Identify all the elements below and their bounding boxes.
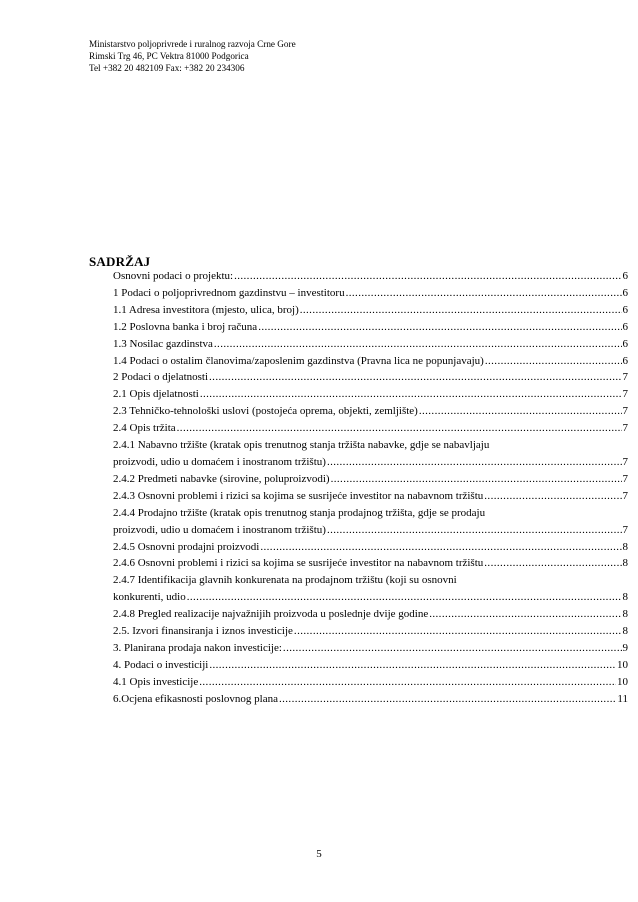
toc-entry[interactable]	[113, 572, 628, 606]
toc-entry-text: 2.4.8 Pregled realizacije najvažnijih proizvoda u poslednje dvije godine	[113, 608, 429, 621]
toc-entry-page: 8	[622, 625, 628, 638]
toc-entry-page: 7	[622, 472, 628, 485]
toc-entry-text-first-line: 2.4.4 Prodajno tržište (kratak opis trenutnog stanja prodajnog tržišta, gdje se prodaju	[113, 506, 486, 519]
toc-dot-leader	[177, 420, 622, 437]
toc-entry-text: 2.1 Opis djelatnosti	[113, 388, 199, 401]
toc-entry[interactable]	[113, 437, 628, 471]
toc-entry-text: 2.4.2 Predmeti nabavke (sirovine, poluproizvodi)	[113, 472, 330, 485]
toc-entry-page: 6	[622, 303, 628, 316]
toc-entry-page: 7	[622, 388, 628, 401]
toc-dot-leader	[209, 657, 616, 674]
toc-dot-leader	[429, 606, 621, 623]
toc-entry[interactable]	[113, 488, 628, 505]
toc-entry-page: 7	[622, 371, 628, 384]
toc-entry-text: 2.4.6 Osnovni problemi i rizici sa kojima se susrijeće investitor na nabavnom tržištu	[113, 557, 484, 570]
toc-dot-leader	[209, 369, 621, 386]
toc-entry-text: konkurenti, udio	[113, 591, 186, 604]
toc-entry-text: Osnovni podaci o projektu:	[113, 270, 234, 282]
toc-entry[interactable]	[113, 403, 628, 420]
toc-dot-leader	[485, 353, 622, 370]
toc-entry-page: 10	[617, 658, 628, 671]
toc-entry-text: 3. Planirana prodaja nakon investicije:	[113, 641, 282, 654]
toc-dot-leader	[331, 471, 622, 488]
toc-entry-page: 7	[622, 489, 628, 502]
toc-entry-page: 6	[622, 286, 628, 299]
toc-entry-text: 2 Podaci o djelatnosti	[113, 371, 209, 384]
toc-entry-page: 6	[622, 270, 628, 282]
toc-dot-leader	[200, 386, 622, 403]
toc-dot-leader	[300, 302, 622, 319]
toc-dot-leader	[187, 589, 622, 606]
toc-dot-leader	[199, 674, 616, 691]
toc-entry-text: 1.3 Nosilac gazdinstva	[113, 337, 213, 350]
toc-entry[interactable]	[113, 640, 628, 657]
toc-entry[interactable]	[113, 657, 628, 674]
toc-entry[interactable]	[113, 471, 628, 488]
toc-entry[interactable]	[113, 623, 628, 640]
header-ministry: Ministarstvo poljoprivrede i ruralnog razvoja Crne Gore	[89, 39, 296, 49]
toc-entry-text-first-line: 2.4.7 Identifikacija glavnih konkurenata na prodajnom tržištu (koji su osnovni	[113, 574, 457, 587]
toc-dot-leader	[484, 488, 621, 505]
toc-entry-page: 7	[622, 405, 628, 418]
toc-dot-leader	[214, 336, 622, 353]
toc-dot-leader	[346, 285, 622, 302]
header-address: Rimski Trg 46, PC Vektra 81000 Podgorica	[89, 51, 249, 62]
toc-entry[interactable]	[113, 505, 628, 539]
toc-entry[interactable]	[113, 606, 628, 623]
toc-entry[interactable]	[113, 285, 628, 302]
toc-entry-text: 2.4.5 Osnovni prodajni proizvodi	[113, 540, 260, 553]
toc-entry-text-first-line: 2.4.1 Nabavno tržište (kratak opis trenutnog stanja tržišta nabavke, gdje se nabavljaju	[113, 439, 490, 452]
toc-entry-page: 8	[622, 540, 628, 553]
toc-entry-page: 7	[622, 523, 628, 536]
toc-entry[interactable]	[113, 555, 628, 572]
toc-dot-leader	[419, 403, 622, 420]
toc-entry[interactable]	[113, 386, 628, 403]
toc-entry[interactable]	[113, 691, 628, 708]
toc-entry[interactable]	[113, 336, 628, 353]
toc-entry[interactable]	[113, 319, 628, 336]
toc-dot-leader	[327, 522, 622, 539]
toc-entry[interactable]	[113, 674, 628, 691]
toc-entry-text: 1 Podaci o poljoprivrednom gazdinstvu – investitoru	[113, 286, 345, 299]
toc-entry-text: 2.4 Opis tržita	[113, 422, 176, 435]
toc-entry-text: 2.4.3 Osnovni problemi i rizici sa kojima se susrijeće investitor na nabavnom tržištu	[113, 489, 484, 502]
toc-entry[interactable]	[113, 268, 628, 285]
toc-dot-leader	[484, 555, 621, 572]
toc-dot-leader	[294, 623, 622, 640]
toc-entry-page: 6	[622, 320, 628, 333]
toc-entry-page: 11	[617, 692, 628, 705]
toc-entry-page: 6	[622, 354, 628, 367]
header-contact: Tel +382 20 482109 Fax: +382 20 234306	[89, 63, 245, 74]
toc-entry-text: 1.1 Adresa investitora (mjesto, ulica, broj)	[113, 303, 299, 316]
toc-entry-text: 2.3 Tehničko-tehnološki uslovi (postojeća oprema, objekti, zemljište)	[113, 405, 418, 418]
toc-entry-page: 6	[622, 337, 628, 350]
toc-entry[interactable]	[113, 369, 628, 386]
toc-entry-text: 2.5. Izvori finansiranja i iznos investicije	[113, 625, 293, 638]
toc-entry-text: 1.2 Poslovna banka i broj računa	[113, 320, 258, 333]
toc-entry[interactable]	[113, 353, 628, 370]
toc-entry[interactable]	[113, 302, 628, 319]
toc-entry-page: 8	[622, 557, 628, 570]
toc-entry[interactable]	[113, 420, 628, 437]
toc-entry-text: 1.4 Podaci o ostalim članovima/zaposlenim gazdinstva (Pravna lica ne popunjavaju)	[113, 354, 484, 367]
toc-entry-page: 7	[622, 422, 628, 435]
toc-entry-page: 8	[622, 608, 628, 621]
toc-entry-page: 7	[622, 455, 628, 468]
toc-entry-text: 4.1 Opis investicije	[113, 675, 199, 688]
toc-entry-page: 9	[622, 641, 628, 654]
toc-dot-leader	[258, 319, 621, 336]
toc-dot-leader	[327, 454, 622, 471]
toc-entry-text: 6.Ocjena efikasnosti poslovnog plana	[113, 692, 278, 705]
toc-entry[interactable]	[113, 539, 628, 556]
toc-dot-leader	[283, 640, 622, 657]
page-number: 5	[316, 848, 322, 860]
toc-title: SADRŽAJ	[89, 254, 151, 269]
toc-entry-text: 4. Podaci o investiciji	[113, 658, 209, 671]
toc-dot-leader	[260, 539, 621, 556]
toc-entry-text: proizvodi, udio u domaćem i inostranom tržištu)	[113, 523, 326, 536]
table-of-contents	[113, 268, 628, 708]
toc-dot-leader	[234, 268, 621, 285]
toc-entry-page: 10	[617, 675, 628, 688]
toc-entry-text: proizvodi, udio u domaćem i inostranom tržištu)	[113, 455, 326, 468]
document-header	[89, 38, 296, 75]
toc-entry-page: 8	[622, 591, 628, 604]
toc-dot-leader	[279, 691, 616, 708]
